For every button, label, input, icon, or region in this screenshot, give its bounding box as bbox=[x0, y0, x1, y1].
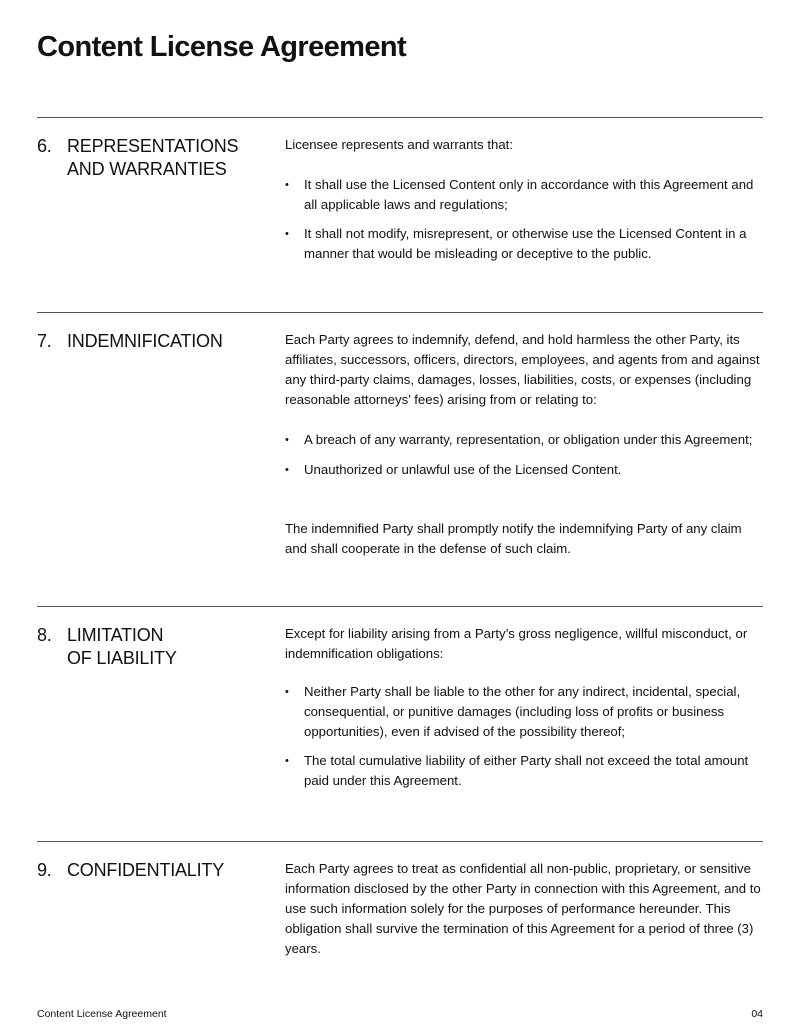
section-title: LIMITATION OF LIABILITY bbox=[67, 625, 177, 668]
section-number: 6. bbox=[37, 136, 52, 156]
list-item bbox=[285, 430, 763, 450]
section-representations-warranties bbox=[37, 117, 763, 313]
page-number: 04 bbox=[751, 1008, 763, 1020]
bullet-icon: • bbox=[285, 228, 289, 240]
section-title: INDEMNIFICATION bbox=[67, 331, 223, 351]
section-heading bbox=[37, 330, 267, 353]
list-item bbox=[285, 682, 763, 742]
list-item bbox=[285, 751, 763, 791]
section-intro: Licensee represents and warrants that: bbox=[285, 137, 513, 152]
list-item-text: It shall not modify, misrepresent, or otherwise use the Licensed Content in a manner that would be misleading or deceptive to the public. bbox=[304, 226, 747, 261]
bullet-icon: • bbox=[285, 686, 289, 698]
section-body bbox=[285, 859, 763, 959]
list-item-text: Unauthorized or unlawful use of the Licensed Content. bbox=[304, 462, 622, 477]
list-item-text: The total cumulative liability of either Party shall not exceed the total amount paid under this Agreement. bbox=[304, 753, 749, 788]
section-closing: The indemnified Party shall promptly notify the indemnifying Party of any claim and shall cooperate in the defense of such claim. bbox=[285, 521, 742, 556]
section-body bbox=[285, 624, 763, 791]
section-body bbox=[285, 135, 763, 264]
section-title: CONFIDENTIALITY bbox=[67, 860, 225, 880]
list-item bbox=[285, 224, 763, 264]
section-intro: Except for liability arising from a Party’s gross negligence, willful misconduct, or indemnification obligations: bbox=[285, 626, 748, 661]
list-item-text: It shall use the Licensed Content only in accordance with this Agreement and all applicable laws and regulations; bbox=[304, 177, 754, 212]
bullet-list bbox=[285, 682, 763, 791]
section-indemnification bbox=[37, 312, 763, 607]
list-item-text: A breach of any warranty, representation, or obligation under this Agreement; bbox=[304, 432, 753, 447]
section-number: 9. bbox=[37, 860, 52, 880]
section-number: 8. bbox=[37, 625, 52, 645]
list-item bbox=[285, 175, 763, 215]
section-confidentiality bbox=[37, 841, 763, 992]
bullet-icon: • bbox=[285, 434, 289, 446]
section-heading bbox=[37, 859, 267, 882]
section-body bbox=[285, 330, 763, 559]
bullet-icon: • bbox=[285, 179, 289, 191]
section-intro: Each Party agrees to indemnify, defend, and hold harmless the other Party, its affiliates, successors, officers, directors, employees, and agents from and against any third-party claims, damages, losses, liabilities, costs, or expenses (including reasonable attorneys’ fees) arising from or relating to: bbox=[285, 332, 760, 407]
bullet-list bbox=[285, 430, 763, 480]
section-heading bbox=[37, 624, 267, 670]
list-item-text: Neither Party shall be liable to the other for any indirect, incidental, special, consequential, or punitive damages (including loss of profits or business opportunities), even if advised of the possibility thereof; bbox=[304, 684, 741, 739]
section-heading bbox=[37, 135, 267, 181]
bullet-list bbox=[285, 175, 763, 264]
section-number: 7. bbox=[37, 331, 52, 351]
bullet-icon: • bbox=[285, 755, 289, 767]
section-limitation-of-liability bbox=[37, 606, 763, 842]
section-title: REPRESENTATIONS AND WARRANTIES bbox=[67, 136, 239, 179]
footer-document-title: Content License Agreement bbox=[37, 1008, 167, 1020]
bullet-icon: • bbox=[285, 464, 289, 476]
list-item bbox=[285, 460, 763, 480]
page-title: Content License Agreement bbox=[37, 31, 407, 63]
section-intro: Each Party agrees to treat as confidential all non-public, proprietary, or sensitive information disclosed by the other Party in connection with this Agreement, and to use such information solely for the purposes of performance hereunder. This obligation shall survive the termination of this Agreement for a period of three (3) years. bbox=[285, 861, 761, 956]
